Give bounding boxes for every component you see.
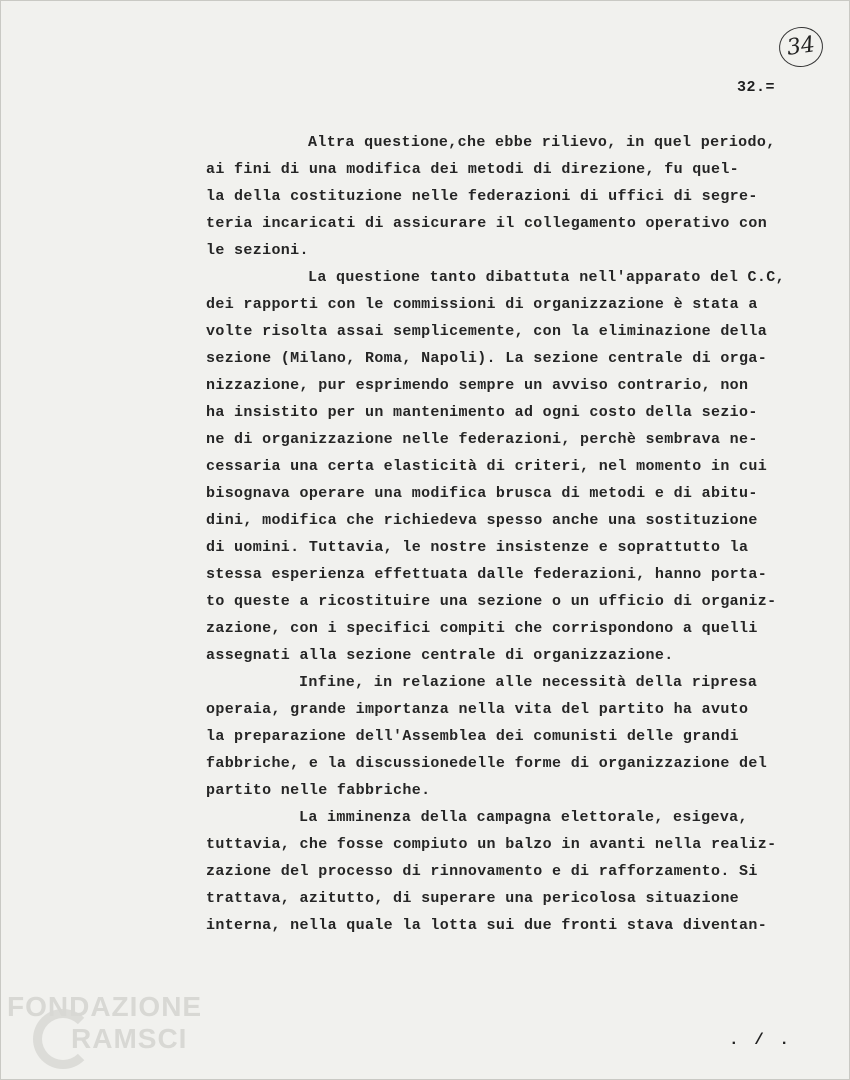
text-line: teria incaricati di assicurare il collegamento operativo con	[206, 215, 768, 232]
text-line: zazione, con i specifici compiti che corrispondono a quelli	[206, 620, 758, 637]
text-line: nizzazione, pur esprimendo sempre un avviso contrario, non	[206, 377, 749, 394]
text-line: tuttavia, che fosse compiuto un balzo in avanti nella realiz-	[206, 836, 777, 853]
text-line: ha insistito per un mantenimento ad ogni costo della sezio-	[206, 404, 758, 421]
text-line: ai fini di una modifica dei metodi di direzione, fu quel-	[206, 161, 740, 178]
text-line: fabbriche, e la discussionedelle forme di organizzazione del	[206, 755, 768, 772]
watermark-line-1: FONDAZIONE	[7, 991, 203, 1022]
text-line: dei rapporti con le commissioni di organizzazione è stata a	[206, 296, 758, 313]
text-line: stessa esperienza effettuata dalle federazioni, hanno porta-	[206, 566, 768, 583]
text-line: la preparazione dell'Assemblea dei comunisti delle grandi	[206, 728, 740, 745]
text-line: volte risolta assai semplicemente, con la eliminazione della	[206, 323, 768, 340]
text-line: bisognava operare una modifica brusca di metodi e di abitu-	[206, 485, 758, 502]
text-line: operaia, grande importanza nella vita del partito ha avuto	[206, 701, 749, 718]
page-number: 32.=	[737, 79, 776, 96]
text-line: assegnati alla sezione centrale di organizzazione.	[206, 647, 674, 664]
text-line: Altra questione,che ebbe rilievo, in quel periodo,	[308, 134, 776, 151]
watermark-logo	[1, 987, 231, 1077]
text-line: ne di organizzazione nelle federazioni, perchè sembrava ne-	[206, 431, 758, 448]
text-line: interna, nella quale la lotta sui due fronti stava diventan-	[206, 917, 768, 934]
text-line: La questione tanto dibattuta nell'apparato del C.C,	[308, 269, 785, 286]
text-line: La imminenza della campagna elettorale, esigeva,	[299, 809, 748, 826]
text-line: dini, modifica che richiedeva spesso anche una sostituzione	[206, 512, 758, 529]
text-line: trattava, azitutto, di superare una pericolosa situazione	[206, 890, 740, 907]
text-line: zazione del processo di rinnovamento e di rafforzamento. Si	[206, 863, 758, 880]
text-line: sezione (Milano, Roma, Napoli). La sezione centrale di orga-	[206, 350, 768, 367]
text-line: Infine, in relazione alle necessità della ripresa	[299, 674, 758, 691]
continuation-mark: . / .	[729, 1031, 793, 1049]
text-line: partito nelle fabbriche.	[206, 782, 431, 799]
archive-folio-number: 34	[776, 24, 825, 70]
text-line: cessaria una certa elasticità di criteri, nel momento in cui	[206, 458, 768, 475]
text-line: le sezioni.	[206, 242, 309, 259]
watermark-line-2: RAMSCI	[71, 1023, 188, 1054]
text-line: la della costituzione nelle federazioni di uffici di segre-	[206, 188, 758, 205]
text-line: to queste a ricostituire una sezione o un ufficio di organiz-	[206, 593, 777, 610]
text-line: di uomini. Tuttavia, le nostre insistenze e soprattutto la	[206, 539, 749, 556]
